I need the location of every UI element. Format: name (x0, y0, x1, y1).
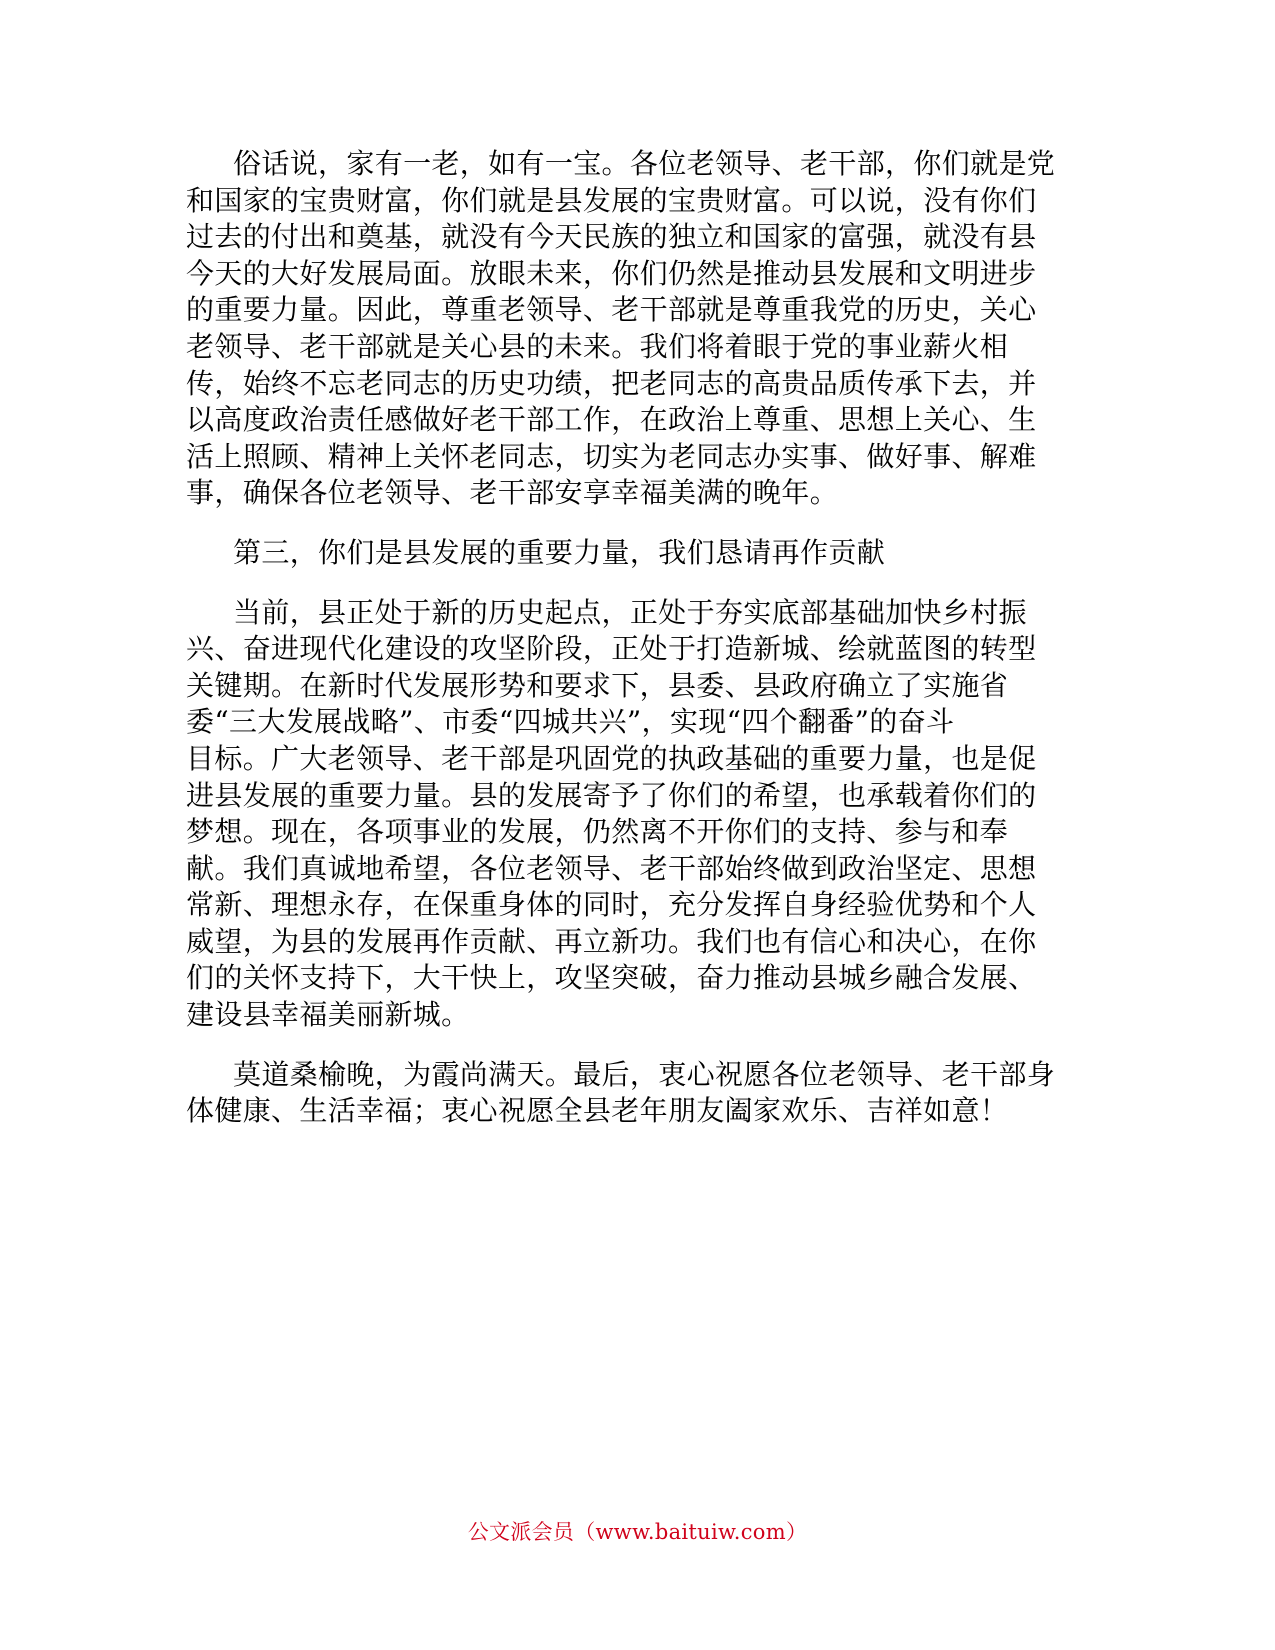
text-line: 和国家的宝贵财富，你们就是县发展的宝贵财富。可以说，没有你们 (186, 183, 1037, 217)
text-line: 老领导、老干部就是关心县的未来。我们将着眼于党的事业薪火相 (186, 329, 1009, 363)
text-line: 传，始终不忘老同志的历史功绩，把老同志的高贵品质传承下去，并 (186, 366, 1037, 400)
text-line: 梦想。现在，各项事业的发展，仍然离不开你们的支持、参与和奉 (186, 815, 1009, 849)
text-line: 体健康、生活幸福；衷心祝愿全县老年朋友阖家欢乐、吉祥如意！ (186, 1094, 1009, 1128)
text-line: 莫道桑榆晚，为霞尚满天。最后，衷心祝愿各位老领导、老干部身 (233, 1057, 1056, 1091)
text-line: 关键期。在新时代发展形势和要求下，县委、县政府确立了实施省 (186, 668, 1009, 702)
text-line: 们的关怀支持下，大干快上，攻坚突破，奋力推动县城乡融合发展、 (186, 961, 1037, 995)
text-line: 常新、理想永存，在保重身体的同时，充分发挥自身经验优势和个人 (186, 888, 1037, 922)
text-line: 的重要力量。因此，尊重老领导、老干部就是尊重我党的历史，关心 (186, 293, 1037, 327)
section-heading (186, 535, 1090, 572)
text-line: 今天的大好发展局面。放眼未来，你们仍然是推动县发展和文明进步 (186, 256, 1037, 290)
text-line: 委“三大发展战略”、市委“四城共兴”，实现“四个翻番”的奋斗 (186, 705, 955, 739)
paragraph-1 (186, 146, 1090, 512)
text-line: 过去的付出和奠基，就没有今天民族的独立和国家的富强，就没有县 (186, 220, 1037, 254)
footer-watermark-link[interactable]: 公文派会员（www.baituiw.com） (467, 1520, 808, 1544)
text-line: 威望，为县的发展再作贡献、再立新功。我们也有信心和决心，在你 (186, 924, 1037, 958)
paragraph-3 (186, 595, 1090, 1034)
text-line: 以高度政治责任感做好老干部工作，在政治上尊重、思想上关心、生 (186, 403, 1037, 437)
text-line: 进县发展的重要力量。县的发展寄予了你们的希望，也承载着你们的 (186, 778, 1037, 812)
text-line: 目标。广大老领导、老干部是巩固党的执政基础的重要力量，也是促 (186, 741, 1037, 775)
paragraph-4 (186, 1057, 1090, 1130)
text-line: 当前，县正处于新的历史起点，正处于夯实底部基础加快乡村振 (233, 595, 1027, 629)
text-line: 建设县幸福美丽新城。 (186, 998, 470, 1032)
text-line: 活上照顾、精神上关怀老同志，切实为老同志办实事、做好事、解难 (186, 439, 1037, 473)
heading-line: 第三，你们是县发展的重要力量，我们恳请再作贡献 (233, 535, 886, 569)
text-line: 事，确保各位老领导、老干部安享幸福美满的晚年。 (186, 476, 839, 510)
text-line: 俗话说，家有一老，如有一宝。各位老领导、老干部，你们就是党 (233, 147, 1056, 180)
document-body (186, 146, 1090, 1153)
text-line: 兴、奋进现代化建设的攻坚阶段，正处于打造新城、绘就蓝图的转型 (186, 632, 1037, 666)
text-line: 献。我们真诚地希望，各位老领导、老干部始终做到政治坚定、思想 (186, 851, 1037, 885)
